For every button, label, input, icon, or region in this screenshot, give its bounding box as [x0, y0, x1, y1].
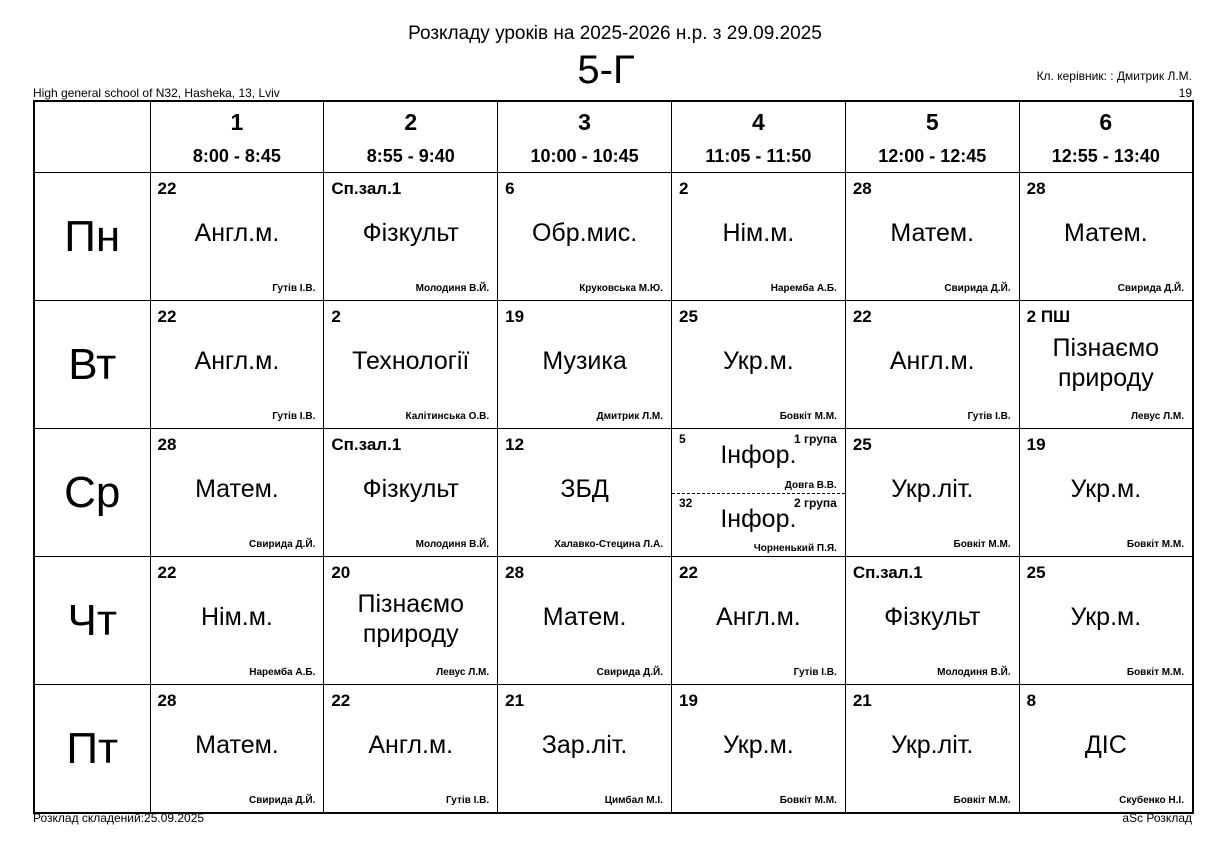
room-number: 28: [505, 563, 525, 582]
software-credit: aSc Розклад: [1122, 811, 1192, 825]
teacher-name: Наремба А.Б.: [770, 283, 837, 294]
lesson-cell[interactable]: [498, 429, 672, 557]
lesson-cell[interactable]: [150, 173, 324, 301]
teacher-name: Гутів І.В.: [272, 411, 316, 422]
subject-name: Укр.м.: [1070, 603, 1142, 631]
corner-cell: [34, 101, 150, 173]
class-name: 5-Г: [577, 48, 635, 92]
subject-name: Англ.м.: [889, 347, 975, 375]
school-name: High general school of N32, Hasheka, 13, Lviv: [33, 86, 280, 100]
subject-name: Англ.м.: [716, 603, 801, 631]
page-title: Розкладу уроків на 2025-2026 н.р. з 29.09.2025: [408, 23, 822, 44]
period-number: 2: [404, 109, 418, 135]
room-number: 22: [852, 307, 872, 326]
period-header: [671, 101, 845, 173]
teacher-name: Калітинська О.В.: [405, 411, 490, 422]
subject-name: Англ.м.: [194, 347, 280, 375]
teacher-name: Скубенко Н.І.: [1119, 795, 1184, 806]
lesson-cell[interactable]: [1019, 557, 1193, 685]
group-lesson[interactable]: [672, 429, 845, 494]
day-row-monday: [34, 173, 1193, 301]
created-date: Розклад складений:25.09.2025: [33, 811, 205, 825]
subject-name: Пізнаємо природу: [357, 590, 465, 648]
class-teacher: Кл. керівник: : Дмитрик Л.М.: [1036, 69, 1192, 83]
lesson-cell[interactable]: [845, 557, 1019, 685]
day-row-thursday: [34, 557, 1193, 685]
subject-name: ДІС: [1084, 731, 1127, 759]
teacher-name: Довга В.В.: [784, 479, 837, 491]
day-row-wednesday: [34, 429, 1193, 557]
lesson-cell[interactable]: [498, 557, 672, 685]
lesson-cell[interactable]: [845, 429, 1019, 557]
group-label: 2 група: [794, 495, 837, 510]
period-number: 4: [752, 109, 765, 135]
subject-name: Фізкульт: [362, 219, 459, 247]
teacher-name: Гутів І.В.: [793, 667, 837, 678]
day-label: Пт: [34, 685, 150, 814]
day-row-tuesday: [34, 301, 1193, 429]
teacher-name: Гутів І.В.: [446, 795, 490, 806]
subject-name: Англ.м.: [368, 731, 454, 759]
subject-name: Інфор.: [720, 504, 797, 533]
room-number: 28: [157, 435, 177, 454]
room-number: 2: [678, 179, 689, 198]
lesson-cell[interactable]: [324, 173, 498, 301]
room-number: 19: [505, 307, 525, 326]
teacher-name: Молодиня В.Й.: [415, 283, 490, 294]
period-number: 3: [578, 109, 591, 135]
subject-name: Укр.м.: [723, 347, 794, 375]
room-number: 2: [331, 307, 341, 326]
teacher-name: Халавко-Стецина Л.А.: [554, 539, 663, 550]
lesson-cell[interactable]: [1019, 429, 1193, 557]
period-time: 12:55 - 13:40: [1051, 146, 1160, 166]
teacher-name: Левус Л.М.: [1130, 411, 1184, 422]
teacher-name: Свирида Д.Й.: [596, 667, 663, 678]
lesson-cell[interactable]: [498, 685, 672, 814]
lesson-cell[interactable]: [324, 301, 498, 429]
lesson-cell[interactable]: [150, 557, 324, 685]
subject-name: Пізнаємо природу: [1052, 334, 1160, 392]
subject-name: Інфор.: [720, 441, 797, 469]
subject-name: Укр.літ.: [891, 475, 974, 503]
teacher-name: Свирида Д.Й.: [1117, 283, 1184, 294]
subject-name: Нім.м.: [200, 603, 273, 631]
subject-name: Нім.м.: [722, 219, 795, 247]
room-number: 28: [157, 691, 177, 710]
room-number: 21: [505, 691, 525, 710]
room-number: 19: [678, 691, 698, 710]
subject-name: Технології: [352, 347, 470, 375]
subject-name: Укр.м.: [723, 731, 794, 759]
teacher-name: Бовкіт М.М.: [953, 795, 1011, 806]
teacher-name: Гутів І.В.: [272, 283, 316, 294]
room-number: 22: [157, 179, 177, 198]
day-label: Чт: [34, 557, 150, 685]
lesson-cell[interactable]: [498, 173, 672, 301]
lesson-cell[interactable]: [150, 685, 324, 814]
teacher-name: Левус Л.М.: [436, 667, 490, 678]
period-number: 6: [1099, 109, 1113, 135]
room-number: 12: [505, 435, 525, 454]
room-number: 32: [678, 495, 693, 510]
teacher-name: Бовкіт М.М.: [1126, 667, 1184, 678]
day-label: Ср: [34, 429, 150, 557]
lesson-cell[interactable]: [1019, 301, 1193, 429]
lesson-cell[interactable]: [150, 429, 324, 557]
subject-name: ЗБД: [560, 475, 609, 503]
lesson-cell[interactable]: [671, 301, 845, 429]
room-number: 2 ПШ: [1026, 307, 1071, 326]
teacher-name: Свирида Д.Й.: [944, 283, 1011, 294]
lesson-cell[interactable]: [1019, 173, 1193, 301]
room-number: 28: [1026, 179, 1046, 198]
room-number: 21: [852, 691, 872, 710]
lesson-cell[interactable]: [324, 685, 498, 814]
subject-name: Фізкульт: [362, 475, 459, 503]
lesson-cell[interactable]: [845, 301, 1019, 429]
room-number: Сп.зал.1: [331, 179, 402, 198]
day-label: Вт: [34, 301, 150, 429]
room-number: 25: [678, 307, 698, 326]
subject-name: Фізкульт: [884, 603, 981, 631]
subject-name: Матем.: [195, 731, 279, 759]
period-time: 10:00 - 10:45: [530, 146, 639, 166]
teacher-name: Круковська М.Ю.: [579, 283, 663, 294]
subject-name: Зар.літ.: [541, 731, 628, 759]
lesson-cell[interactable]: [150, 301, 324, 429]
teacher-name: Дмитрик Л.М.: [596, 411, 663, 422]
room-number: 22: [157, 563, 177, 582]
period-time: 8:00 - 8:45: [192, 146, 281, 166]
room-number: Сп.зал.1: [852, 563, 923, 582]
period-header-row: [34, 101, 1193, 173]
teacher-name: Бовкіт М.М.: [953, 539, 1011, 550]
teacher-name: Свирида Д.Й.: [249, 539, 316, 550]
subject-name: Матем.: [542, 603, 627, 631]
room-number: 25: [852, 435, 872, 454]
teacher-name: Свирида Д.Й.: [249, 795, 316, 806]
subject-name: Матем.: [1063, 219, 1148, 247]
teacher-name: Чорненький П.Я.: [753, 543, 837, 554]
subject-name: Обр.мис.: [531, 219, 638, 247]
subject-name: Укр.м.: [1070, 475, 1142, 503]
period-number: 5: [925, 109, 939, 135]
room-number: 22: [331, 691, 351, 710]
period-header: [150, 101, 324, 173]
room-number: 22: [157, 307, 177, 326]
day-row-friday: [34, 685, 1193, 814]
period-time: 12:00 - 12:45: [878, 146, 987, 166]
timetable: [33, 100, 1194, 814]
period-number: 1: [230, 109, 244, 135]
room-number: 20: [331, 563, 351, 582]
room-number: 25: [1026, 563, 1046, 582]
room-number: Сп.зал.1: [331, 435, 402, 454]
teacher-name: Гутів І.В.: [967, 411, 1011, 422]
day-label: Пн: [34, 173, 150, 301]
teacher-name: Наремба А.Б.: [249, 667, 316, 678]
lesson-cell-split[interactable]: [671, 429, 845, 557]
lesson-cell[interactable]: [324, 557, 498, 685]
period-header: [324, 101, 498, 173]
period-time: 11:05 - 11:50: [705, 146, 812, 166]
room-number: 6: [505, 179, 515, 198]
room-number: 19: [1026, 435, 1046, 454]
lesson-cell[interactable]: [845, 685, 1019, 814]
room-number: 5: [678, 432, 686, 446]
teacher-name: Молодиня В.Й.: [415, 539, 490, 550]
subject-name: Матем.: [890, 219, 975, 247]
room-number: 28: [852, 179, 872, 198]
period-header: [1019, 101, 1193, 173]
lesson-cell[interactable]: [671, 173, 845, 301]
room-number: 8: [1026, 691, 1037, 710]
page-number: 19: [1178, 86, 1192, 100]
period-time: 8:55 - 9:40: [366, 146, 455, 166]
subject-name: Укр.літ.: [891, 731, 974, 759]
period-header: [498, 101, 672, 173]
room-number: 22: [678, 563, 698, 582]
lesson-cell[interactable]: [1019, 685, 1193, 814]
subject-name: Музика: [542, 347, 627, 375]
subject-name: Англ.м.: [194, 219, 280, 247]
teacher-name: Молодиня В.Й.: [937, 667, 1011, 678]
lesson-cell[interactable]: [671, 557, 845, 685]
group-label: 1 група: [794, 432, 837, 446]
lesson-cell[interactable]: [498, 301, 672, 429]
lesson-cell[interactable]: [671, 685, 845, 814]
teacher-name: Бовкіт М.М.: [779, 411, 837, 422]
lesson-cell[interactable]: [324, 429, 498, 557]
teacher-name: Бовкіт М.М.: [779, 795, 837, 806]
lesson-cell[interactable]: [845, 173, 1019, 301]
teacher-name: Бовкіт М.М.: [1126, 539, 1184, 550]
period-header: [845, 101, 1019, 173]
subject-name: Матем.: [195, 475, 279, 503]
group-lesson[interactable]: [672, 493, 845, 557]
teacher-name: Цимбал М.І.: [604, 795, 663, 806]
